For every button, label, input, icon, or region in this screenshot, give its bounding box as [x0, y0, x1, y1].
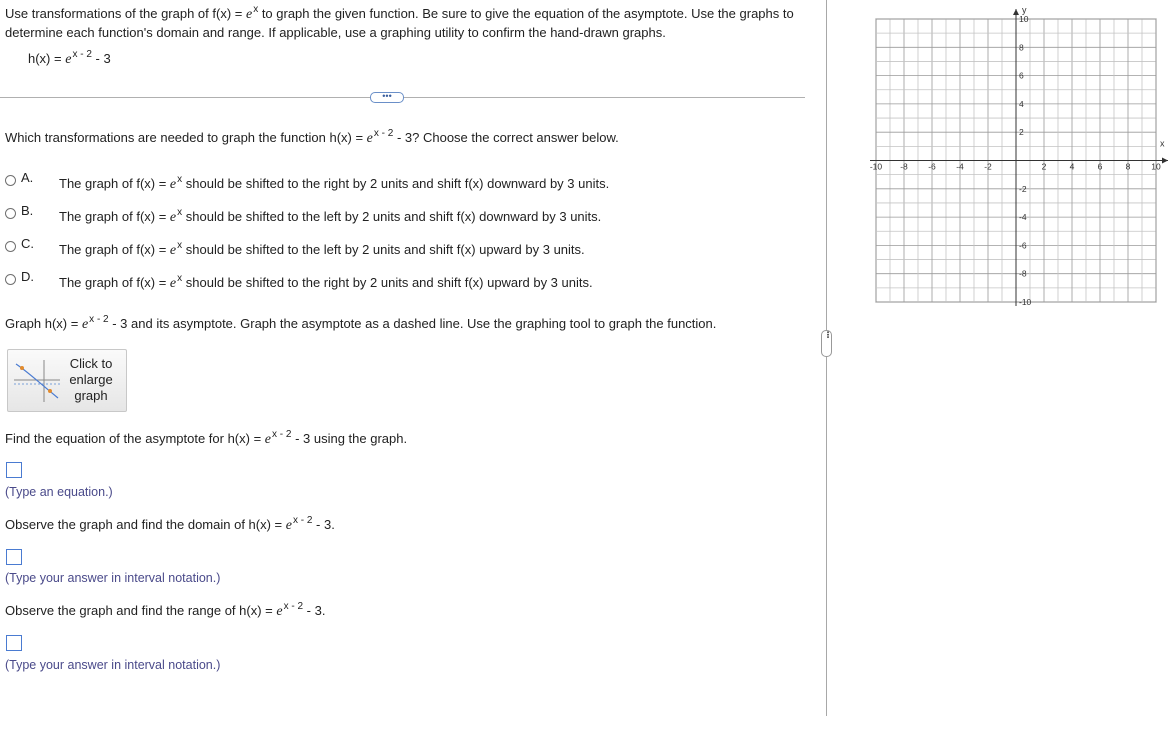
asymptote-hint: (Type an equation.)	[5, 485, 113, 499]
x-tick-label: -10	[869, 161, 883, 172]
option-b-suffix: should be shifted to the left by 2 units and shift f(x) downward by 3 units.	[182, 209, 602, 224]
x-tick-label: -8	[900, 161, 908, 172]
option-c-letter: C.	[21, 236, 34, 251]
panel-divider	[826, 0, 827, 716]
enlarge-graph-button[interactable]	[7, 349, 127, 412]
function-prefix: h(x) =	[28, 51, 66, 66]
option-d-suffix: should be shifted to the right by 2 units and shift f(x) upward by 3 units.	[182, 275, 593, 290]
option-a-suffix: should be shifted to the right by 2 units and shift f(x) downward by 3 units.	[182, 176, 610, 191]
x-axis-label: x	[1160, 138, 1165, 149]
x-tick-label: 4	[1069, 161, 1075, 172]
option-c-base: e	[169, 243, 177, 258]
y-tick-label: -6	[1019, 240, 1027, 251]
x-axis-arrow-icon	[1162, 158, 1168, 164]
domain-prompt	[5, 517, 335, 534]
range-prompt-base: e	[276, 604, 283, 619]
expand-dots-icon: •••	[382, 91, 392, 101]
option-b-prefix: The graph of f(x) =	[59, 209, 170, 224]
option-c-suffix: should be shifted to the left by 2 units and shift f(x) upward by 3 units.	[182, 242, 585, 257]
domain-answer-box[interactable]	[6, 549, 22, 565]
option-d-letter: D.	[21, 269, 34, 284]
domain-prompt-suffix: - 3.	[312, 517, 335, 532]
question-1	[5, 130, 619, 147]
graph-prompt-exponent: x - 2	[89, 314, 109, 325]
fx-base: e	[245, 7, 253, 22]
instructions-text-end: to graph the given function. Be sure to give the equation of the asymptote. Use the graphs to determine each function's domain and range. If applicable, use a graphing utility to confirm the hand-drawn graphs.	[5, 6, 794, 40]
option-b-base: e	[169, 210, 177, 225]
y-tick-label: -4	[1019, 212, 1027, 223]
option-a-text	[59, 176, 609, 193]
domain-prompt-prefix: Observe the graph and find the domain of h(x) =	[5, 517, 286, 532]
graph-prompt	[5, 316, 716, 333]
option-a-letter: A.	[21, 170, 34, 185]
domain-prompt-exponent: x - 2	[292, 515, 313, 526]
fx-exponent: x	[253, 4, 259, 15]
x-tick-label: 10	[1151, 161, 1161, 172]
asymptote-prompt-base: e	[264, 432, 272, 447]
radio-c[interactable]	[5, 241, 16, 252]
function-display	[28, 51, 111, 68]
y-tick-label: -8	[1019, 268, 1027, 279]
y-tick-label: 10	[1019, 14, 1029, 24]
y-tick-label: 4	[1019, 98, 1024, 109]
option-d[interactable]	[5, 269, 593, 291]
enlarge-label	[64, 356, 118, 404]
option-d-prefix: The graph of f(x) =	[59, 275, 170, 290]
range-prompt-suffix: - 3.	[303, 603, 326, 618]
x-tick-label: -2	[984, 161, 992, 172]
function-suffix: - 3	[91, 51, 111, 66]
option-c-exponent: x	[177, 240, 183, 251]
y-tick-label: 2	[1019, 127, 1024, 138]
function-exponent: x - 2	[72, 49, 92, 60]
range-hint: (Type your answer in interval notation.)	[5, 658, 221, 672]
instructions-text-start: Use transformations of the graph of f(x) =	[5, 6, 246, 21]
option-a-exponent: x	[177, 174, 183, 185]
asymptote-answer-box[interactable]	[6, 462, 22, 478]
radio-d[interactable]	[5, 274, 16, 285]
option-a-prefix: The graph of f(x) =	[59, 176, 170, 191]
range-answer-box[interactable]	[6, 635, 22, 651]
option-b-exponent: x	[177, 207, 183, 218]
domain-hint: (Type your answer in interval notation.)	[5, 571, 221, 585]
asymptote-prompt-prefix: Find the equation of the asymptote for h(x) =	[5, 431, 265, 446]
radio-b[interactable]	[5, 208, 16, 219]
option-a-base: e	[169, 177, 177, 192]
x-tick-label: 2	[1041, 161, 1047, 172]
asymptote-prompt-exponent: x - 2	[272, 429, 292, 440]
option-b[interactable]	[5, 203, 602, 225]
instructions	[5, 5, 805, 41]
coordinate-graph[interactable]	[860, 4, 1171, 309]
y-tick-label: 8	[1019, 42, 1024, 53]
question-1-suffix: - 3? Choose the correct answer below.	[393, 130, 619, 145]
option-b-letter: B.	[21, 203, 34, 218]
option-c-text	[59, 242, 585, 259]
x-tick-label: -4	[956, 161, 964, 172]
asymptote-prompt	[5, 431, 407, 448]
graph-thumbnail-icon	[14, 358, 60, 402]
asymptote-prompt-suffix: - 3 using the graph.	[291, 431, 408, 446]
y-tick-label: -2	[1019, 183, 1027, 194]
enlarge-label-line-3: graph	[74, 388, 108, 403]
range-prompt	[5, 603, 325, 620]
question-1-base: e	[366, 131, 373, 146]
x-tick-label: 8	[1125, 161, 1131, 172]
question-1-exponent: x - 2	[373, 128, 394, 139]
radio-a[interactable]	[5, 175, 16, 186]
panel-resize-handle[interactable]	[821, 330, 832, 357]
enlarge-label-line-2: enlarge	[69, 372, 113, 387]
question-1-prefix: Which transformations are needed to graph the function h(x) =	[5, 130, 367, 145]
function-base: e	[65, 52, 72, 67]
option-d-text	[59, 275, 593, 292]
expand-dots-button[interactable]	[370, 92, 404, 103]
resize-dots-icon: •••	[823, 331, 831, 339]
option-b-text	[59, 209, 601, 226]
y-tick-label: -10	[1019, 297, 1032, 307]
range-prompt-prefix: Observe the graph and find the range of h(x) =	[5, 603, 277, 618]
y-axis-label: y	[1022, 5, 1027, 15]
option-c[interactable]	[5, 236, 585, 258]
graph-prompt-base: e	[81, 317, 89, 332]
x-tick-label: -6	[928, 161, 936, 172]
option-d-base: e	[169, 276, 177, 291]
range-prompt-exponent: x - 2	[283, 601, 304, 612]
enlarge-label-line-1: Click to	[69, 356, 113, 371]
graph-prompt-suffix: - 3 and its asymptote. Graph the asymptote as a dashed line. Use the graphing tool to graph the function.	[108, 316, 717, 331]
domain-prompt-base: e	[285, 518, 292, 533]
option-a[interactable]	[5, 170, 610, 192]
option-c-prefix: The graph of f(x) =	[59, 242, 170, 257]
graph-prompt-prefix: Graph h(x) =	[5, 316, 82, 331]
option-d-exponent: x	[177, 273, 183, 284]
y-tick-label: 6	[1019, 70, 1024, 81]
x-tick-label: 6	[1097, 161, 1103, 172]
